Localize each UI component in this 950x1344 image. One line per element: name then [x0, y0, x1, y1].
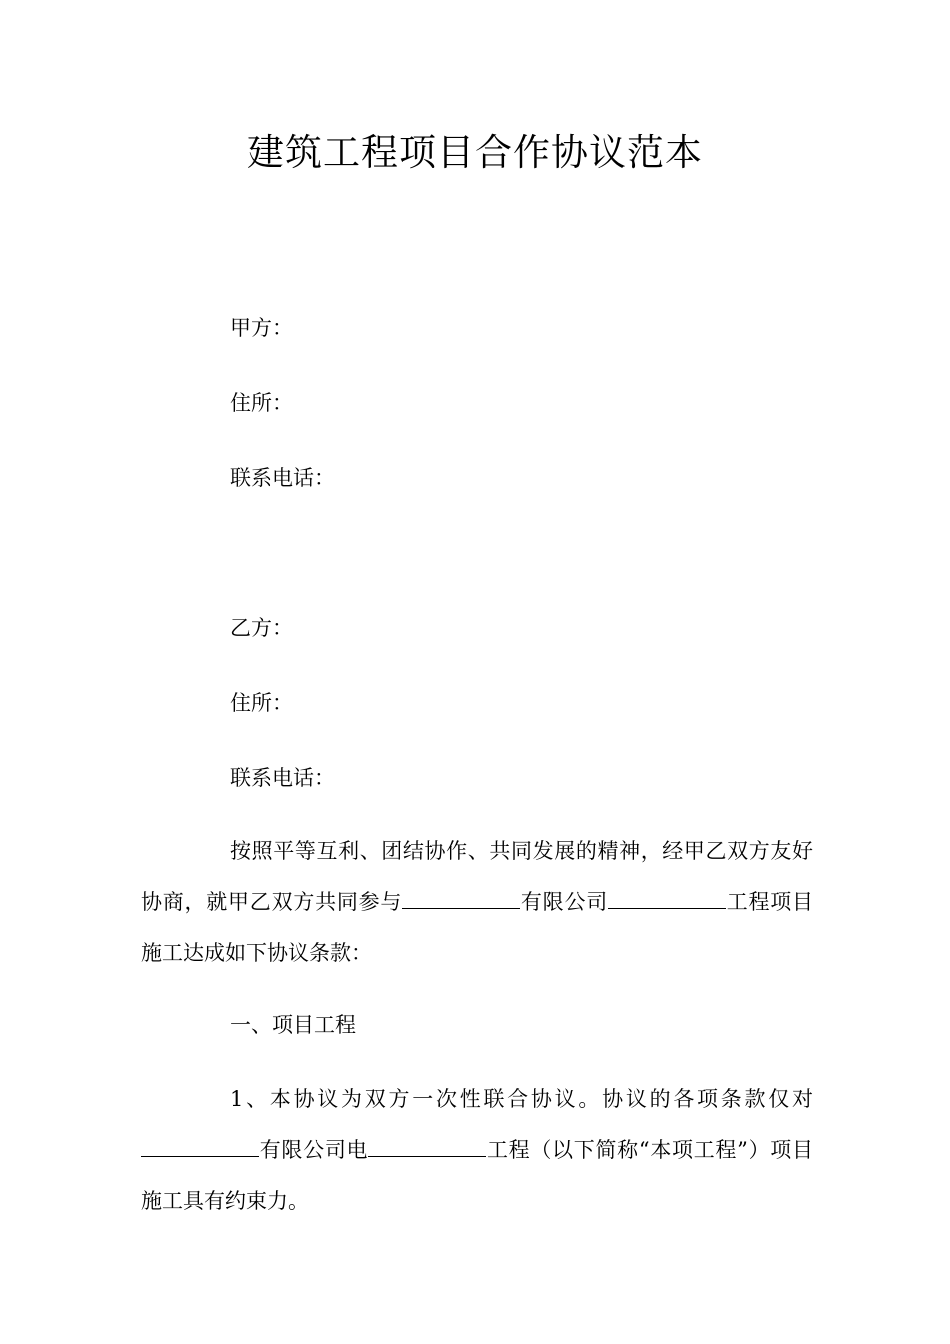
document-title: 建筑工程项目合作协议范本 [247, 131, 703, 174]
party-b-phone-label: 联系电话： [230, 766, 335, 790]
party-b-label: 乙方： [230, 616, 293, 640]
clause-1-paragraph [141, 1074, 813, 1227]
blank-line[interactable] [608, 890, 726, 909]
clause-1-text-3: 工程（以下简称“本项工程”）项目施工具有约束力。 [141, 1138, 813, 1213]
blank-line[interactable] [402, 890, 520, 909]
clause-1-text-1: 1、本协议为双方一次性联合协议。协议的各项条款仅对 [230, 1087, 813, 1111]
intro-text-2: 有限公司 [520, 890, 608, 914]
section-1-heading: 一、项目工程 [230, 1013, 356, 1037]
party-b-address-label: 住所： [230, 691, 293, 715]
blank-line[interactable] [141, 1138, 259, 1157]
clause-1-text-2: 有限公司电 [259, 1138, 369, 1162]
intro-text-3: 工程项目施工达成如下协议条款： [141, 890, 814, 965]
party-a-address-label: 住所： [230, 391, 293, 415]
intro-text-1: 按照平等互利、团结协作、共同发展的精神，经甲乙双方友好协商，就甲乙双方共同参与 [141, 839, 813, 914]
blank-line[interactable] [368, 1138, 486, 1157]
party-a-label: 甲方： [230, 316, 293, 340]
party-a-phone-label: 联系电话： [230, 466, 335, 490]
intro-paragraph [141, 826, 813, 979]
